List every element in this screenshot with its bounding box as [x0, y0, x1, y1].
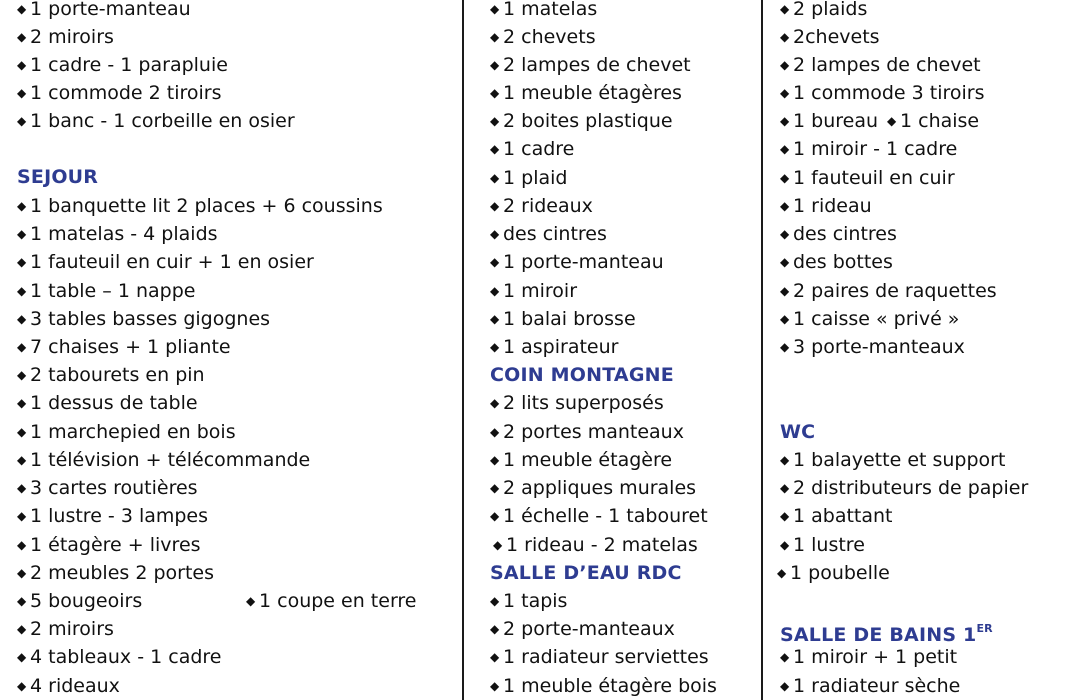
column-divider-right	[761, 0, 763, 700]
list-item: ◆ 1 miroir + 1 petit	[780, 643, 957, 671]
bullet-diamond-icon: ◆	[490, 171, 500, 185]
list-item: ◆ 3 cartes routières	[17, 474, 198, 502]
bullet-diamond-icon: ◆	[490, 396, 500, 410]
bullet-diamond-icon: ◆	[780, 481, 790, 495]
section-heading-wc: WC	[780, 421, 816, 443]
list-item: ◆ 1 étagère + livres	[17, 531, 201, 559]
list-item: ◆ 1 porte-manteau	[17, 0, 191, 23]
bullet-diamond-icon: ◆	[17, 622, 27, 636]
bullet-diamond-icon: ◆	[490, 30, 500, 44]
list-item: ◆ 1 banc - 1 corbeille en osier	[17, 107, 295, 135]
bullet-diamond-icon: ◆	[490, 340, 500, 354]
bullet-diamond-icon: ◆	[490, 312, 500, 326]
list-item: ◆ 1 matelas - 4 plaids	[17, 220, 218, 248]
section-heading-salle-de-bains: SALLE DE BAINS 1ER	[780, 622, 993, 646]
list-item: ◆ 1 chaise	[887, 107, 979, 135]
list-item: ◆ 4 rideaux	[17, 672, 120, 700]
bullet-diamond-icon: ◆	[17, 566, 27, 580]
bullet-diamond-icon: ◆	[780, 142, 790, 156]
list-item: ◆ des cintres	[490, 220, 607, 248]
bullet-diamond-icon: ◆	[780, 650, 790, 664]
bullet-diamond-icon: ◆	[780, 538, 790, 552]
list-item: ◆ 1 dessus de table	[17, 389, 198, 417]
list-item: ◆ 1 tapis	[490, 587, 567, 615]
bullet-diamond-icon: ◆	[780, 679, 790, 693]
list-item: ◆ 7 chaises + 1 pliante	[17, 333, 231, 361]
list-item: ◆ 2 portes manteaux	[490, 418, 684, 446]
list-item: ◆ 1 poubelle	[777, 559, 890, 587]
column-chambre-wc-salle-bains	[765, 0, 1080, 700]
list-item: ◆ 2 miroirs	[17, 615, 114, 643]
list-item: ◆ 2 lits superposés	[490, 389, 664, 417]
bullet-diamond-icon: ◆	[17, 594, 27, 608]
list-item: ◆ 1 meuble étagères	[490, 79, 682, 107]
bullet-diamond-icon: ◆	[490, 58, 500, 72]
list-item: ◆ 1 fauteuil en cuir	[780, 164, 955, 192]
bullet-diamond-icon: ◆	[17, 227, 27, 241]
bullet-diamond-icon: ◆	[17, 255, 27, 269]
list-item: ◆ 3 porte-manteaux	[780, 333, 965, 361]
list-item: ◆ 2chevets	[780, 23, 880, 51]
bullet-diamond-icon: ◆	[17, 425, 27, 439]
list-item: ◆ 1 fauteuil en cuir + 1 en osier	[17, 248, 314, 276]
bullet-diamond-icon: ◆	[780, 2, 790, 16]
bullet-diamond-icon: ◆	[17, 481, 27, 495]
bullet-diamond-icon: ◆	[17, 114, 27, 128]
list-item: ◆ 1 commode 2 tiroirs	[17, 79, 222, 107]
section-heading-coin-montagne: COIN MONTAGNE	[490, 364, 674, 386]
bullet-diamond-icon: ◆	[780, 86, 790, 100]
bullet-diamond-icon: ◆	[780, 284, 790, 298]
bullet-diamond-icon: ◆	[780, 171, 790, 185]
list-item: ◆ 1 abattant	[780, 502, 893, 530]
list-item: ◆ 1 balayette et support	[780, 446, 1005, 474]
bullet-diamond-icon: ◆	[17, 58, 27, 72]
bullet-diamond-icon: ◆	[490, 622, 500, 636]
bullet-diamond-icon: ◆	[490, 481, 500, 495]
list-item: ◆ 2 miroirs	[17, 23, 114, 51]
bullet-diamond-icon: ◆	[17, 538, 27, 552]
list-item: ◆ 2 lampes de chevet	[780, 51, 981, 79]
bullet-diamond-icon: ◆	[780, 227, 790, 241]
column-divider-left	[462, 0, 464, 700]
list-item: ◆ 1 cadre	[490, 135, 574, 163]
bullet-diamond-icon: ◆	[490, 227, 500, 241]
bullet-diamond-icon: ◆	[493, 538, 503, 552]
list-item: ◆ 2 plaids	[780, 0, 867, 23]
list-item: ◆ 2 boites plastique	[490, 107, 673, 135]
bullet-diamond-icon: ◆	[17, 679, 27, 693]
bullet-diamond-icon: ◆	[490, 425, 500, 439]
list-item: ◆ 1 plaid	[490, 164, 567, 192]
bullet-diamond-icon: ◆	[17, 284, 27, 298]
list-item: ◆ 1 cadre - 1 parapluie	[17, 51, 228, 79]
list-item: ◆ 4 tableaux - 1 cadre	[17, 643, 221, 671]
list-item: ◆ 1 banquette lit 2 places + 6 coussins	[17, 192, 383, 220]
bullet-diamond-icon: ◆	[17, 340, 27, 354]
bullet-diamond-icon: ◆	[490, 679, 500, 693]
bullet-diamond-icon: ◆	[490, 2, 500, 16]
list-item: ◆ 1 échelle - 1 tabouret	[490, 502, 708, 530]
list-item: ◆ 1 miroir - 1 cadre	[780, 135, 957, 163]
bullet-diamond-icon: ◆	[780, 58, 790, 72]
list-item: ◆ 1 radiateur sèche	[780, 672, 960, 700]
bullet-diamond-icon: ◆	[490, 142, 500, 156]
list-item: ◆ des bottes	[780, 248, 893, 276]
bullet-diamond-icon: ◆	[780, 30, 790, 44]
list-item: ◆ 2 meubles 2 portes	[17, 559, 214, 587]
list-item: ◆ 1 caisse « privé »	[780, 305, 959, 333]
list-item: ◆ 1 radiateur serviettes	[490, 643, 709, 671]
bullet-diamond-icon: ◆	[780, 255, 790, 269]
list-item: ◆ 1 télévision + télécommande	[17, 446, 310, 474]
list-item: ◆ 2 distributeurs de papier	[780, 474, 1028, 502]
list-item: ◆ 2 rideaux	[490, 192, 593, 220]
list-item: ◆ 5 bougeoirs	[17, 587, 142, 615]
bullet-diamond-icon: ◆	[17, 312, 27, 326]
list-item: ◆ 1 meuble étagère bois	[490, 672, 717, 700]
bullet-diamond-icon: ◆	[490, 86, 500, 100]
list-item: ◆ 2 porte-manteaux	[490, 615, 675, 643]
bullet-diamond-icon: ◆	[17, 509, 27, 523]
list-item: ◆ 1 coupe en terre	[246, 587, 417, 615]
bullet-diamond-icon: ◆	[887, 114, 897, 128]
bullet-diamond-icon: ◆	[17, 453, 27, 467]
bullet-diamond-icon: ◆	[17, 86, 27, 100]
bullet-diamond-icon: ◆	[490, 453, 500, 467]
bullet-diamond-icon: ◆	[777, 566, 787, 580]
list-item: ◆ 1 miroir	[490, 277, 577, 305]
bullet-diamond-icon: ◆	[17, 396, 27, 410]
bullet-diamond-icon: ◆	[490, 594, 500, 608]
list-item: ◆ 1 meuble étagère	[490, 446, 672, 474]
list-item: ◆ 1 lustre	[780, 531, 865, 559]
bullet-diamond-icon: ◆	[780, 509, 790, 523]
bullet-diamond-icon: ◆	[17, 199, 27, 213]
bullet-diamond-icon: ◆	[780, 340, 790, 354]
section-heading-salle-eau-rdc: SALLE D’EAU RDC	[490, 562, 682, 584]
list-item: ◆ 1 commode 3 tiroirs	[780, 79, 985, 107]
bullet-diamond-icon: ◆	[490, 114, 500, 128]
list-item: ◆ 2 tabourets en pin	[17, 361, 205, 389]
list-item: ◆ 2 chevets	[490, 23, 596, 51]
list-item: ◆ 3 tables basses gigognes	[17, 305, 270, 333]
bullet-diamond-icon: ◆	[490, 509, 500, 523]
bullet-diamond-icon: ◆	[490, 650, 500, 664]
bullet-diamond-icon: ◆	[490, 284, 500, 298]
bullet-diamond-icon: ◆	[490, 255, 500, 269]
list-item: ◆ 1 marchepied en bois	[17, 418, 236, 446]
list-item: ◆ 2 appliques murales	[490, 474, 696, 502]
list-item: ◆ 2 lampes de chevet	[490, 51, 691, 79]
column-chambre-coin-montagne	[465, 0, 761, 700]
bullet-diamond-icon: ◆	[780, 199, 790, 213]
bullet-diamond-icon: ◆	[780, 114, 790, 128]
list-item: ◆ 1 matelas	[490, 0, 597, 23]
bullet-diamond-icon: ◆	[246, 594, 256, 608]
list-item: ◆ 1 bureau	[780, 107, 878, 135]
bullet-diamond-icon: ◆	[17, 650, 27, 664]
column-entree-sejour	[0, 0, 462, 700]
list-item: ◆ 1 rideau - 2 matelas	[493, 531, 698, 559]
list-item: ◆ 1 balai brosse	[490, 305, 636, 333]
list-item: ◆ 1 table – 1 nappe	[17, 277, 195, 305]
list-item: ◆ des cintres	[780, 220, 897, 248]
bullet-diamond-icon: ◆	[17, 2, 27, 16]
bullet-diamond-icon: ◆	[490, 199, 500, 213]
bullet-diamond-icon: ◆	[17, 368, 27, 382]
list-item: ◆ 1 porte-manteau	[490, 248, 664, 276]
bullet-diamond-icon: ◆	[780, 453, 790, 467]
list-item: ◆ 2 paires de raquettes	[780, 277, 997, 305]
bullet-diamond-icon: ◆	[780, 312, 790, 326]
list-item: ◆ 1 lustre - 3 lampes	[17, 502, 208, 530]
bullet-diamond-icon: ◆	[17, 30, 27, 44]
list-item: ◆ 1 rideau	[780, 192, 872, 220]
list-item: ◆ 1 aspirateur	[490, 333, 618, 361]
section-heading-sejour: SEJOUR	[17, 166, 99, 188]
